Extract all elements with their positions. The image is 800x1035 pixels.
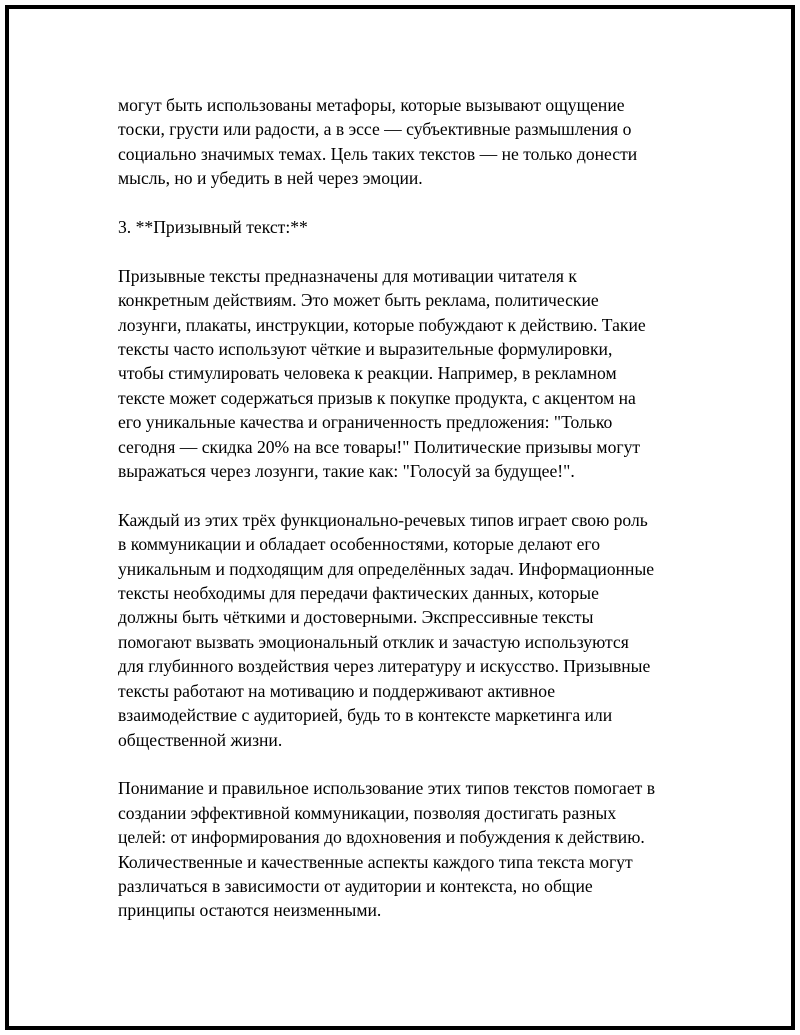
text-line: принципы остаются неизменными. [118, 900, 382, 921]
text-line: различаться в зависимости от аудитории и контекста, но общие [118, 875, 593, 896]
text-line: тексты часто используют чёткие и выразительные формулировки, [118, 339, 613, 360]
text-line: Призывные тексты предназначены для мотивации читателя к [118, 265, 577, 286]
paragraph-spacer [118, 239, 688, 263]
text-line: тексты необходимы для передачи фактических данных, которые [118, 583, 599, 604]
text-line: для глубинного воздействия через литературу и искусство. Призывные [118, 656, 651, 677]
text-line: чтобы стимулировать человека к реакции. Например, в рекламном [118, 363, 617, 384]
text-line: тексты работают на мотивацию и поддерживают активное [118, 680, 556, 701]
paragraph-appeal-text [118, 264, 688, 484]
text-line: уникальным и подходящим для определённых задач. Информационные [118, 558, 655, 579]
text-line: сегодня — скидка 20% на все товары!" Политические призывы могут [118, 436, 641, 457]
paragraph-spacer [118, 191, 688, 215]
text-line: выражаться через лозунги, такие как: "Голосуй за будущее!". [118, 461, 575, 482]
text-line: создании эффективной коммуникации, позволяя достигать разных [118, 802, 617, 823]
text-line: в коммуникации и обладает особенностями, которые делают его [118, 534, 600, 555]
text-line: тексте может содержаться призыв к покупке продукта, с акцентом на [118, 387, 636, 408]
paragraph-summary-types [118, 508, 688, 752]
section-heading-appeal-text [118, 215, 688, 239]
text-line: лозунги, плакаты, инструкции, которые побуждают к действию. Такие [118, 314, 646, 335]
text-line: помогают вызвать эмоциональный отклик и зачастую используются [118, 631, 629, 652]
text-line: тоски, грусти или радости, а в эссе — субъективные размышления о [118, 119, 632, 140]
paragraph-spacer [118, 752, 688, 776]
document-body [118, 93, 688, 923]
text-line: мысль, но и убедить в ней через эмоции. [118, 168, 423, 189]
text-line: Каждый из этих трёх функционально-речевых типов играет свою роль [118, 509, 648, 530]
paragraph-spacer [118, 483, 688, 507]
text-line: его уникальные качества и ограниченность предложения: "Только [118, 412, 613, 433]
text-line: 3. **Призывный текст:** [118, 217, 308, 238]
text-line: конкретным действиям. Это может быть реклама, политические [118, 290, 599, 311]
paragraph-expressive-continuation [118, 93, 688, 191]
paragraph-conclusion [118, 776, 688, 922]
text-line: общественной жизни. [118, 729, 283, 750]
text-line: социально значимых темах. Цель таких текстов — не только донести [118, 143, 638, 164]
text-line: Количественные и качественные аспекты каждого типа текста могут [118, 851, 633, 872]
text-line: взаимодействие с аудиторией, будь то в контексте маркетинга или [118, 705, 613, 726]
text-line: Понимание и правильное использование этих типов текстов помогает в [118, 778, 656, 799]
text-line: могут быть использованы метафоры, которые вызывают ощущение [118, 95, 625, 115]
text-line: целей: от информирования до вдохновения и побуждения к действию. [118, 827, 645, 848]
text-line: должны быть чёткими и достоверными. Экспрессивные тексты [118, 607, 594, 628]
